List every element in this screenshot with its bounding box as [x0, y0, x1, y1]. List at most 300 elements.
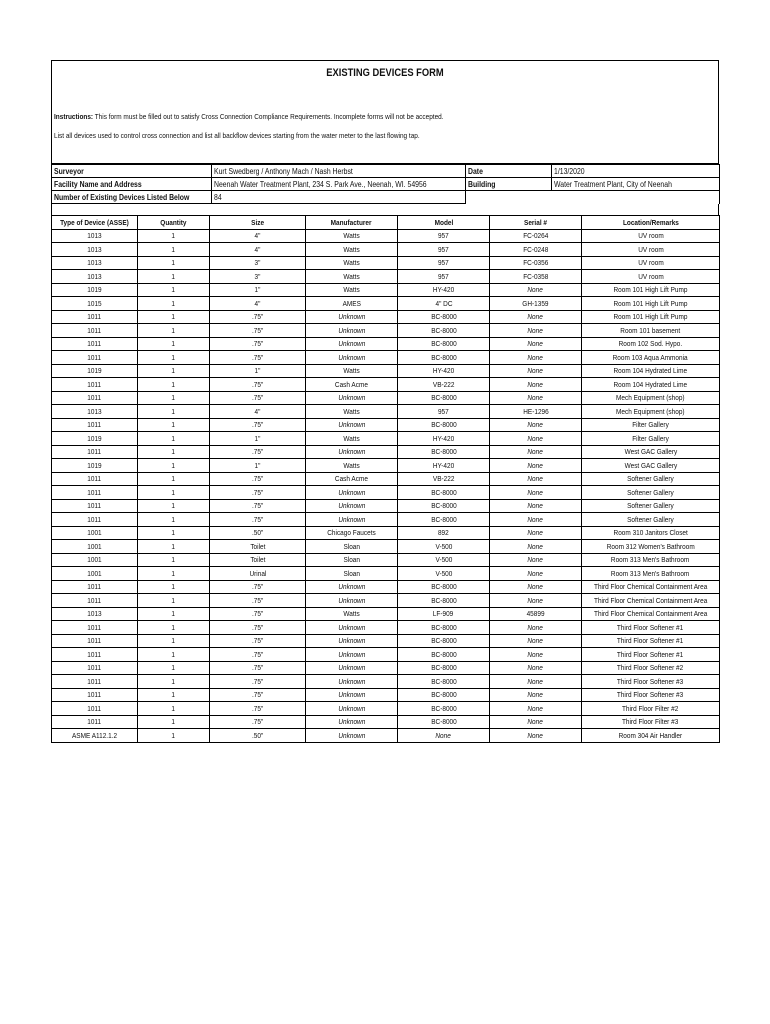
surveyor-value: Kurt Swedberg / Anthony Mach / Nash Herbst — [214, 166, 353, 176]
instructions-line-2: List all devices used to control cross connection and list all backflow devices starting from the water meter to the last flowing tap. — [54, 131, 420, 140]
col-quantity-cell — [138, 702, 210, 716]
col-model-text: BC-8000 — [430, 352, 457, 362]
col-manufacturer-cell — [306, 513, 398, 527]
table-row — [52, 432, 720, 446]
col-location-cell — [582, 432, 720, 446]
col-serial-cell — [490, 378, 582, 392]
col-manufacturer-cell — [306, 607, 398, 621]
col-model-cell — [398, 256, 490, 270]
col-manufacturer-cell — [306, 270, 398, 284]
col-type-cell — [52, 553, 138, 567]
col-type-text: 1011 — [87, 393, 102, 403]
col-type-cell — [52, 459, 138, 473]
col-location-cell — [582, 607, 720, 621]
col-location-text: Room 104 Hydrated Lime — [613, 366, 688, 376]
table-row — [52, 702, 720, 716]
col-size-cell — [210, 445, 306, 459]
col-serial-text: HE-1296 — [522, 406, 549, 416]
col-manufacturer-cell — [306, 459, 398, 473]
col-quantity-cell — [138, 378, 210, 392]
col-serial-cell — [490, 688, 582, 702]
col-location-text: Room 101 basement — [620, 325, 681, 335]
col-quantity-cell — [138, 513, 210, 527]
col-serial-cell — [490, 351, 582, 365]
device-count-label: Number of Existing Devices Listed Below — [54, 192, 190, 202]
col-location-text: Softener Gallery — [627, 501, 674, 511]
col-size-text: 1" — [254, 366, 261, 376]
col-quantity-header — [138, 216, 210, 230]
instructions-label: Instructions: — [54, 112, 94, 121]
col-model-cell — [398, 283, 490, 297]
col-model-text: BC-8000 — [430, 582, 457, 592]
instructions — [54, 112, 444, 121]
col-type-header-text: Type of Device (ASSE) — [60, 217, 129, 227]
col-manufacturer-text: Unknown — [338, 582, 365, 592]
col-quantity-text: 1 — [171, 663, 176, 673]
col-type-cell — [52, 580, 138, 594]
col-manufacturer-header-text: Manufacturer — [331, 217, 372, 227]
col-model-cell — [398, 607, 490, 621]
col-model-cell — [398, 526, 490, 540]
col-location-text: Filter Gallery — [632, 420, 669, 430]
col-quantity-text: 1 — [171, 366, 176, 376]
col-size-text: .75" — [251, 447, 264, 457]
col-manufacturer-text: Unknown — [338, 447, 365, 457]
col-model-cell — [398, 553, 490, 567]
col-model-cell — [398, 351, 490, 365]
col-quantity-cell — [138, 297, 210, 311]
col-size-cell — [210, 729, 306, 743]
col-location-cell — [582, 351, 720, 365]
col-manufacturer-cell — [306, 243, 398, 257]
table-row — [52, 459, 720, 473]
col-model-cell — [398, 243, 490, 257]
col-quantity-cell — [138, 580, 210, 594]
col-size-cell — [210, 661, 306, 675]
col-location-cell — [582, 553, 720, 567]
col-manufacturer-text: Sloan — [343, 555, 360, 565]
col-type-text: 1019 — [87, 460, 102, 470]
col-manufacturer-cell — [306, 675, 398, 689]
devices-header-row — [52, 216, 720, 230]
col-quantity-text: 1 — [171, 703, 176, 713]
col-serial-cell — [490, 567, 582, 581]
col-manufacturer-text: Unknown — [338, 393, 365, 403]
table-row — [52, 499, 720, 513]
col-size-cell — [210, 297, 306, 311]
col-location-cell — [582, 567, 720, 581]
col-size-header — [210, 216, 306, 230]
col-location-text: Room 310 Janitors Closet — [613, 528, 688, 538]
col-size-text: .75" — [251, 676, 264, 686]
col-quantity-cell — [138, 729, 210, 743]
col-quantity-cell — [138, 648, 210, 662]
col-location-text: UV room — [637, 258, 664, 268]
building-label: Building — [468, 179, 496, 189]
col-model-cell — [398, 405, 490, 419]
col-location-text: Room 101 High Lift Pump — [613, 298, 688, 308]
col-location-text: Third Floor Softener #2 — [617, 663, 684, 673]
col-location-text: Filter Gallery — [632, 433, 669, 443]
col-type-text: 1011 — [87, 379, 102, 389]
col-size-text: .50" — [251, 730, 264, 740]
col-type-text: 1019 — [87, 285, 102, 295]
col-size-cell — [210, 648, 306, 662]
col-serial-cell — [490, 594, 582, 608]
col-type-cell — [52, 567, 138, 581]
col-serial-text: None — [527, 555, 544, 565]
col-manufacturer-cell — [306, 432, 398, 446]
table-row — [52, 256, 720, 270]
col-type-text: 1011 — [87, 622, 102, 632]
col-manufacturer-cell — [306, 324, 398, 338]
col-serial-text: None — [527, 420, 544, 430]
col-location-cell — [582, 337, 720, 351]
col-quantity-cell — [138, 607, 210, 621]
table-row — [52, 378, 720, 392]
col-quantity-cell — [138, 351, 210, 365]
col-serial-cell — [490, 553, 582, 567]
table-row — [52, 715, 720, 729]
col-type-cell — [52, 675, 138, 689]
col-quantity-text: 1 — [171, 474, 176, 484]
col-serial-cell — [490, 432, 582, 446]
col-serial-cell — [490, 270, 582, 284]
col-size-cell — [210, 486, 306, 500]
col-model-cell — [398, 445, 490, 459]
col-manufacturer-text: Cash Acme — [334, 474, 369, 484]
col-location-cell — [582, 364, 720, 378]
col-location-text: Room 304 Air Handler — [618, 730, 683, 740]
col-location-text: Third Floor Softener #3 — [617, 690, 684, 700]
col-size-text: .75" — [251, 339, 264, 349]
col-manufacturer-text: Chicago Faucets — [327, 528, 376, 538]
col-size-text: .75" — [251, 514, 264, 524]
col-type-text: 1011 — [87, 636, 102, 646]
col-quantity-text: 1 — [171, 730, 176, 740]
col-manufacturer-cell — [306, 553, 398, 567]
col-type-cell — [52, 432, 138, 446]
col-model-cell — [398, 648, 490, 662]
col-model-header-text: Model — [434, 217, 453, 227]
col-model-cell — [398, 540, 490, 554]
col-serial-text: FC-0248 — [522, 244, 549, 254]
col-size-text: .75" — [251, 312, 264, 322]
col-quantity-cell — [138, 499, 210, 513]
col-serial-cell — [490, 634, 582, 648]
col-location-text: Third Floor Chemical Containment Area — [593, 582, 708, 592]
col-serial-text: 45899 — [526, 609, 545, 619]
col-manufacturer-cell — [306, 594, 398, 608]
col-location-text: Room 313 Men's Bathroom — [611, 568, 690, 578]
col-model-text: V-500 — [435, 555, 452, 565]
col-serial-cell — [490, 324, 582, 338]
surveyor-label: Surveyor — [54, 166, 84, 176]
col-size-cell — [210, 540, 306, 554]
col-model-cell — [398, 661, 490, 675]
table-row — [52, 594, 720, 608]
col-manufacturer-text: Unknown — [338, 676, 365, 686]
table-row — [52, 243, 720, 257]
col-quantity-text: 1 — [171, 690, 176, 700]
col-manufacturer-text: Watts — [343, 258, 360, 268]
table-row — [52, 324, 720, 338]
col-location-cell — [582, 688, 720, 702]
col-size-text: .75" — [251, 325, 264, 335]
col-size-cell — [210, 688, 306, 702]
col-quantity-text: 1 — [171, 717, 176, 727]
col-size-cell — [210, 310, 306, 324]
col-location-text: Third Floor Filter #3 — [622, 717, 679, 727]
col-quantity-text: 1 — [171, 528, 176, 538]
col-location-text: Third Floor Softener #1 — [617, 622, 684, 632]
col-manufacturer-text: Watts — [343, 433, 360, 443]
col-manufacturer-text: Sloan — [343, 541, 360, 551]
table-row — [52, 729, 720, 743]
col-model-text: None — [435, 730, 452, 740]
col-manufacturer-text: Watts — [343, 406, 360, 416]
col-size-text: 1" — [254, 285, 261, 295]
col-quantity-header-text: Quantity — [160, 217, 187, 227]
col-manufacturer-cell — [306, 310, 398, 324]
col-size-cell — [210, 432, 306, 446]
col-model-cell — [398, 310, 490, 324]
col-type-cell — [52, 594, 138, 608]
col-model-text: HY-420 — [432, 285, 455, 295]
col-manufacturer-text: Unknown — [338, 420, 365, 430]
col-size-text: .75" — [251, 474, 264, 484]
table-row — [52, 297, 720, 311]
col-manufacturer-cell — [306, 256, 398, 270]
col-size-cell — [210, 715, 306, 729]
col-serial-text: None — [527, 285, 544, 295]
col-manufacturer-cell — [306, 486, 398, 500]
col-quantity-text: 1 — [171, 501, 176, 511]
col-type-text: 1013 — [87, 231, 102, 241]
col-model-cell — [398, 337, 490, 351]
form-title: EXISTING DEVICES FORM — [326, 67, 444, 79]
col-location-text: Softener Gallery — [627, 474, 674, 484]
instructions-text: This form must be filled out to satisfy Cross Connection Compliance Requirements. Incomplete forms will not be accepted. — [94, 112, 444, 121]
col-model-cell — [398, 729, 490, 743]
col-serial-text: None — [527, 460, 544, 470]
col-size-text: .75" — [251, 622, 264, 632]
col-serial-cell — [490, 229, 582, 243]
col-location-text: UV room — [637, 244, 664, 254]
col-location-text: West GAC Gallery — [624, 447, 677, 457]
col-quantity-cell — [138, 445, 210, 459]
col-quantity-text: 1 — [171, 406, 176, 416]
col-manufacturer-text: Cash Acme — [334, 379, 369, 389]
col-manufacturer-text: AMES — [342, 298, 361, 308]
col-model-text: BC-8000 — [430, 339, 457, 349]
col-type-text: 1011 — [87, 474, 102, 484]
col-location-text: West GAC Gallery — [624, 460, 677, 470]
col-quantity-text: 1 — [171, 433, 176, 443]
col-location-text: Mech Equipment (shop) — [616, 406, 685, 416]
col-type-cell — [52, 486, 138, 500]
table-row — [52, 391, 720, 405]
col-size-text: .75" — [251, 352, 264, 362]
table-row — [52, 472, 720, 486]
col-manufacturer-cell — [306, 540, 398, 554]
col-location-text: Third Floor Chemical Containment Area — [593, 595, 708, 605]
col-serial-cell — [490, 675, 582, 689]
col-type-cell — [52, 621, 138, 635]
col-size-cell — [210, 526, 306, 540]
col-model-cell — [398, 229, 490, 243]
col-model-text: BC-8000 — [430, 501, 457, 511]
col-type-cell — [52, 715, 138, 729]
col-size-cell — [210, 243, 306, 257]
col-serial-cell — [490, 621, 582, 635]
col-manufacturer-text: Watts — [343, 244, 360, 254]
col-serial-text: None — [527, 433, 544, 443]
col-serial-text: None — [527, 379, 544, 389]
col-type-text: 1019 — [87, 366, 102, 376]
col-serial-text: None — [527, 730, 544, 740]
col-location-text: Third Floor Softener #3 — [617, 676, 684, 686]
col-model-cell — [398, 418, 490, 432]
col-quantity-text: 1 — [171, 649, 176, 659]
col-location-text: Room 103 Aqua Ammonia — [612, 352, 688, 362]
col-type-text: 1011 — [87, 595, 102, 605]
col-type-cell — [52, 540, 138, 554]
table-row — [52, 486, 720, 500]
col-size-text: .75" — [251, 703, 264, 713]
col-manufacturer-cell — [306, 634, 398, 648]
col-quantity-text: 1 — [171, 514, 176, 524]
col-type-cell — [52, 351, 138, 365]
col-location-text: Third Floor Softener #1 — [617, 649, 684, 659]
col-serial-text: None — [527, 366, 544, 376]
col-model-header — [398, 216, 490, 230]
col-size-text: Urinal — [249, 568, 266, 578]
col-quantity-text: 1 — [171, 460, 176, 470]
col-type-text: 1011 — [87, 690, 102, 700]
col-type-cell — [52, 324, 138, 338]
table-row — [52, 418, 720, 432]
col-serial-text: None — [527, 663, 544, 673]
col-quantity-text: 1 — [171, 487, 176, 497]
table-row — [52, 283, 720, 297]
col-location-text: UV room — [637, 271, 664, 281]
col-size-cell — [210, 634, 306, 648]
col-model-cell — [398, 621, 490, 635]
col-size-text: 3" — [254, 271, 261, 281]
col-size-text: .75" — [251, 595, 264, 605]
col-serial-cell — [490, 729, 582, 743]
col-model-text: HY-420 — [432, 366, 455, 376]
col-type-text: 1013 — [87, 244, 102, 254]
col-quantity-cell — [138, 567, 210, 581]
col-location-text: Third Floor Softener #1 — [617, 636, 684, 646]
col-manufacturer-text: Unknown — [338, 312, 365, 322]
col-type-text: 1011 — [87, 703, 102, 713]
col-size-cell — [210, 270, 306, 284]
col-serial-text: None — [527, 636, 544, 646]
col-quantity-cell — [138, 594, 210, 608]
col-size-text: 1" — [254, 460, 261, 470]
col-serial-cell — [490, 243, 582, 257]
col-location-cell — [582, 270, 720, 284]
col-model-cell — [398, 702, 490, 716]
col-manufacturer-cell — [306, 648, 398, 662]
col-type-text: 1011 — [87, 325, 102, 335]
col-size-cell — [210, 553, 306, 567]
col-location-cell — [582, 486, 720, 500]
col-type-cell — [52, 661, 138, 675]
col-type-text: 1011 — [87, 487, 102, 497]
col-type-text: 1015 — [87, 298, 102, 308]
form-header — [51, 60, 719, 164]
table-row — [52, 607, 720, 621]
col-location-header-text: Location/Remarks — [622, 217, 679, 227]
col-quantity-cell — [138, 229, 210, 243]
col-manufacturer-text: Watts — [343, 460, 360, 470]
col-model-text: HY-420 — [432, 433, 455, 443]
col-serial-text: GH-1359 — [522, 298, 549, 308]
col-size-cell — [210, 580, 306, 594]
col-serial-cell — [490, 513, 582, 527]
col-size-header-text: Size — [251, 217, 264, 227]
date-value: 1/13/2020 — [554, 166, 585, 176]
col-location-cell — [582, 243, 720, 257]
col-type-cell — [52, 378, 138, 392]
col-size-cell — [210, 621, 306, 635]
col-model-text: BC-8000 — [430, 514, 457, 524]
col-serial-text: None — [527, 312, 544, 322]
col-model-text: BC-8000 — [430, 420, 457, 430]
table-row — [52, 364, 720, 378]
col-model-cell — [398, 270, 490, 284]
col-quantity-cell — [138, 675, 210, 689]
col-manufacturer-cell — [306, 405, 398, 419]
col-manufacturer-cell — [306, 526, 398, 540]
col-quantity-cell — [138, 391, 210, 405]
col-quantity-text: 1 — [171, 325, 176, 335]
col-serial-text: FC-0356 — [522, 258, 549, 268]
col-size-cell — [210, 472, 306, 486]
col-serial-text: None — [527, 649, 544, 659]
col-quantity-cell — [138, 432, 210, 446]
col-location-text: Third Floor Filter #2 — [622, 703, 679, 713]
col-model-text: 957 — [438, 406, 449, 416]
col-location-cell — [582, 445, 720, 459]
col-model-text: HY-420 — [432, 460, 455, 470]
col-quantity-cell — [138, 621, 210, 635]
col-model-text: VB-222 — [432, 379, 455, 389]
col-type-text: 1011 — [87, 514, 102, 524]
col-manufacturer-text: Unknown — [338, 663, 365, 673]
col-quantity-cell — [138, 364, 210, 378]
facility-label: Facility Name and Address — [54, 179, 142, 189]
facility-value: Neenah Water Treatment Plant, 234 S. Park Ave., Neenah, WI. 54956 — [214, 179, 427, 189]
table-row — [52, 405, 720, 419]
col-location-text: Softener Gallery — [627, 514, 674, 524]
col-location-text: Softener Gallery — [627, 487, 674, 497]
col-serial-text: None — [527, 501, 544, 511]
col-type-cell — [52, 688, 138, 702]
col-model-text: BC-8000 — [430, 325, 457, 335]
col-size-cell — [210, 337, 306, 351]
col-quantity-cell — [138, 540, 210, 554]
col-manufacturer-text: Unknown — [338, 622, 365, 632]
col-location-text: Room 312 Women's Bathroom — [606, 541, 695, 551]
col-manufacturer-cell — [306, 364, 398, 378]
col-serial-text: None — [527, 622, 544, 632]
col-type-cell — [52, 445, 138, 459]
